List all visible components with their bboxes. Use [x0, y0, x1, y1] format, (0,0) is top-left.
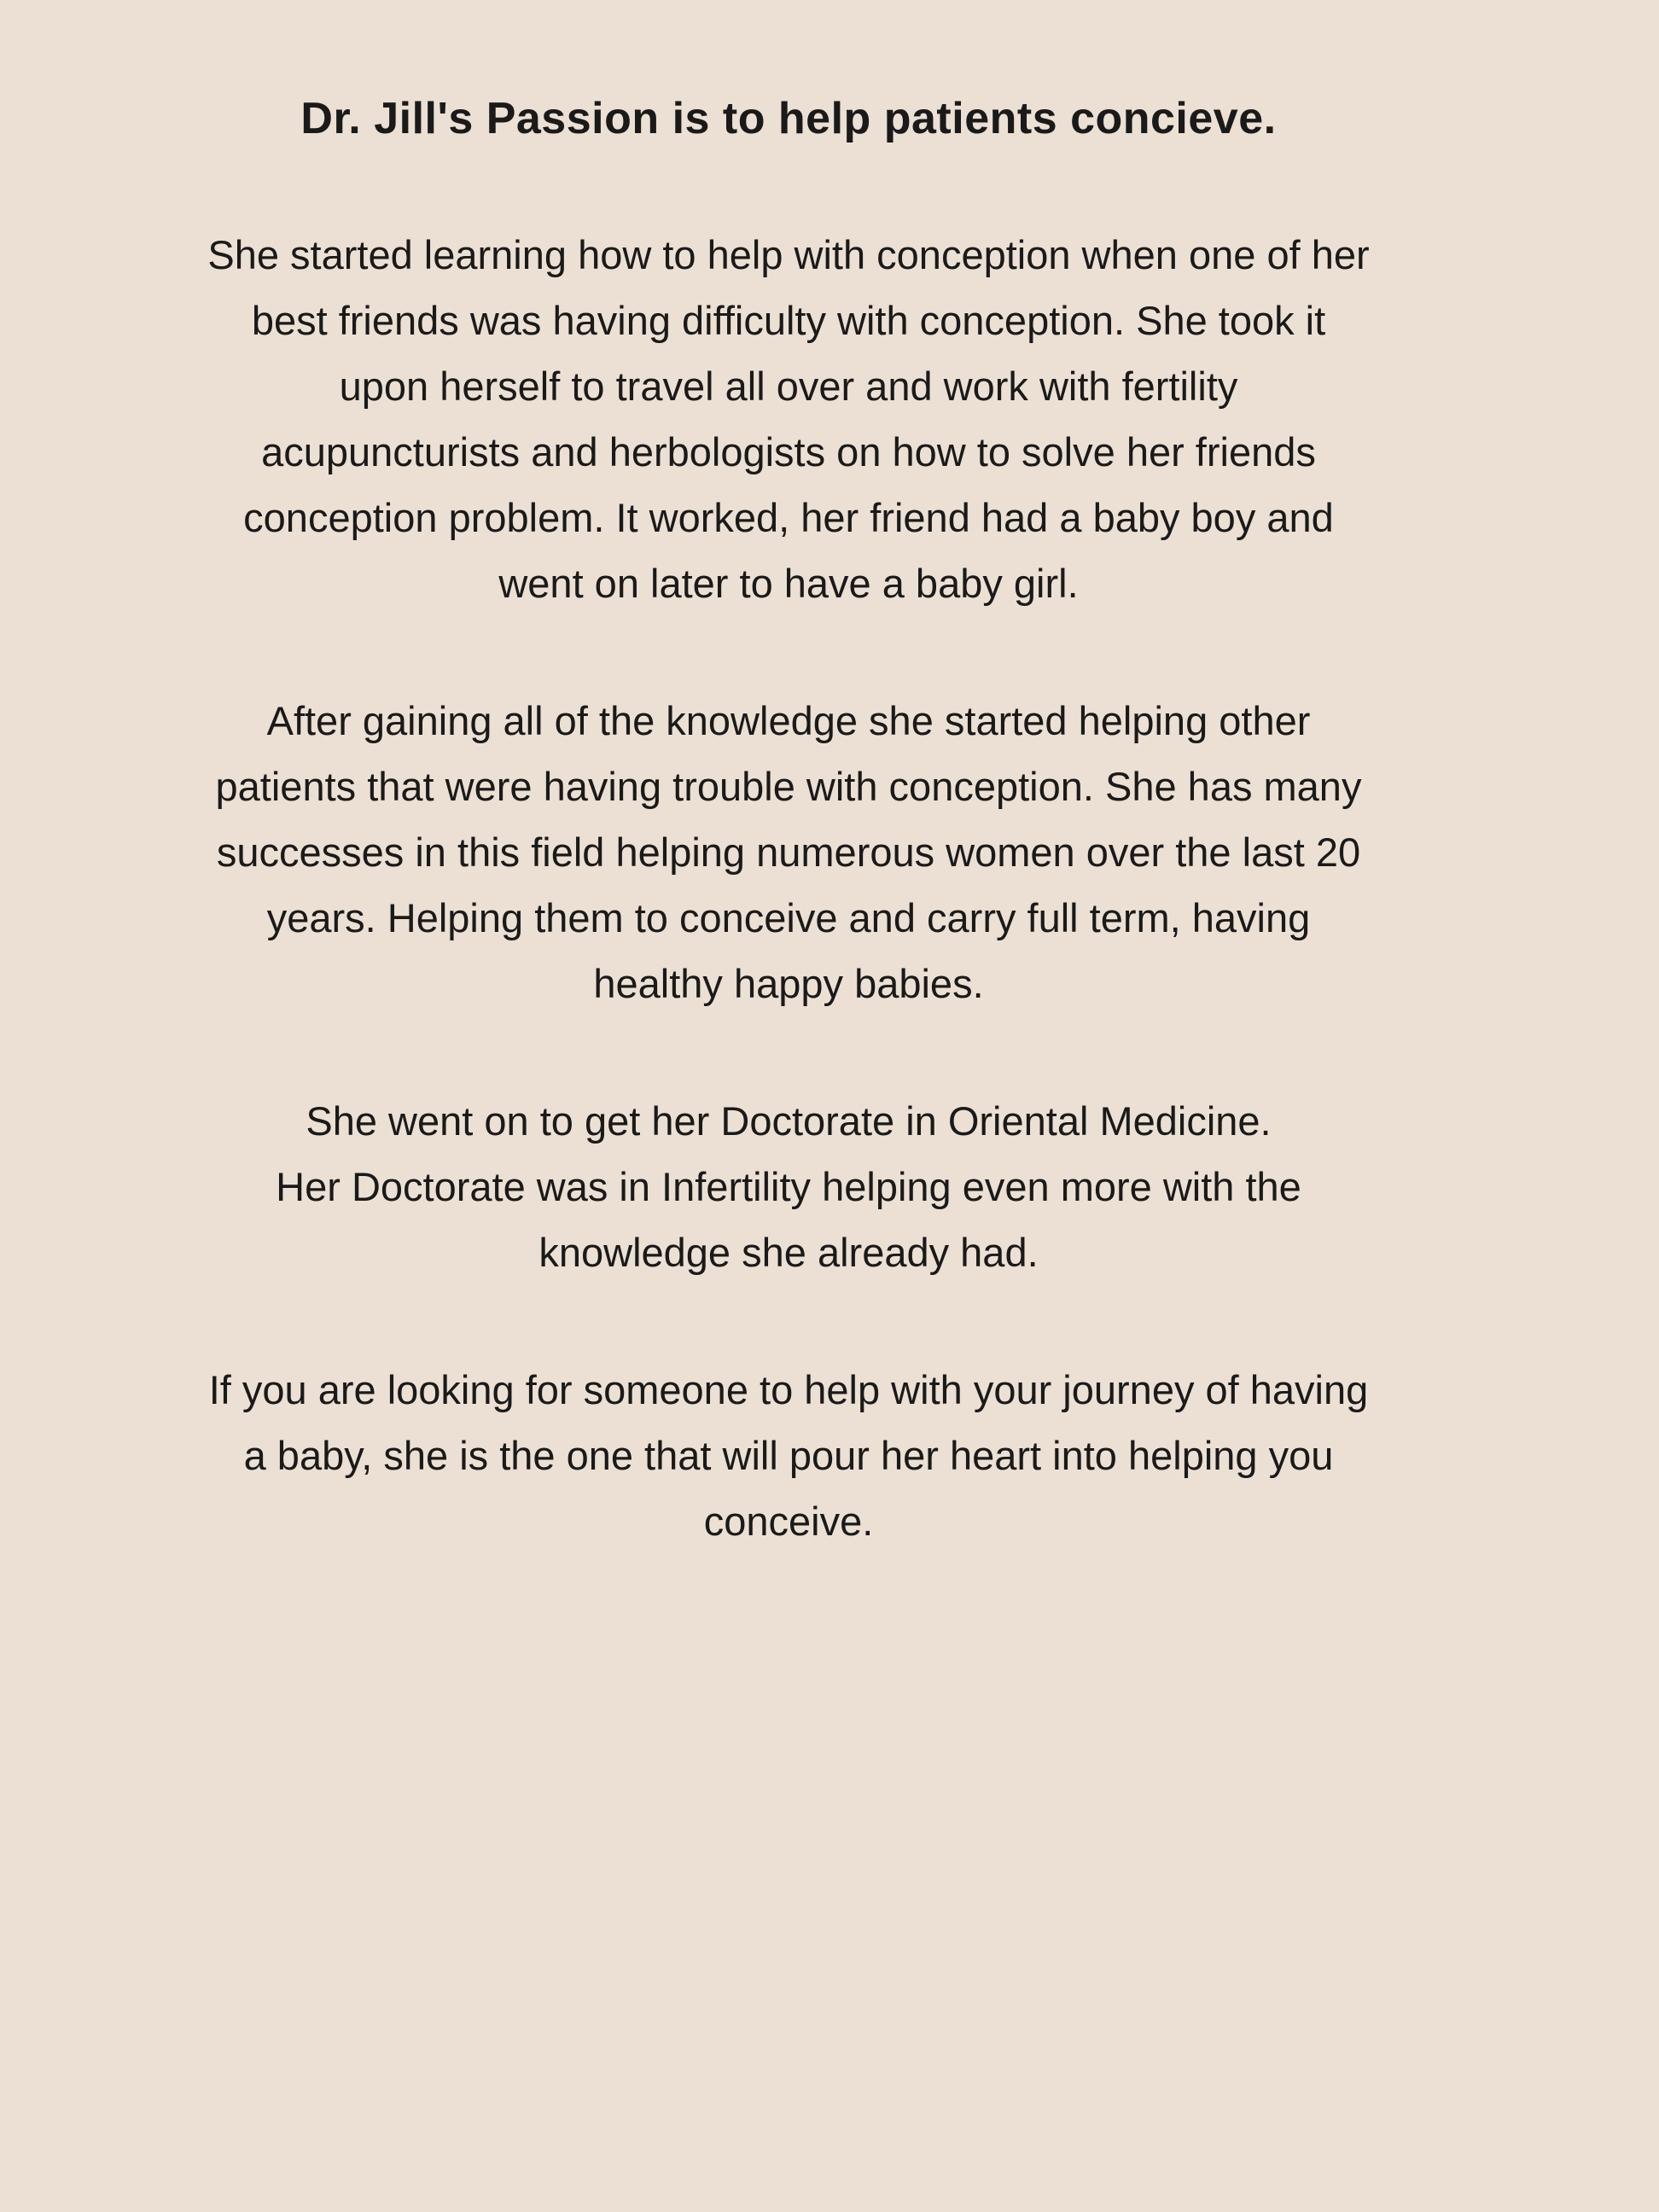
page-title: Dr. Jill's Passion is to help patients concieve.: [300, 94, 1277, 143]
paragraph-1: She started learning how to help with conception when one of her best friends was having difficulty with conception. She took it upon herself to travel all over and work with fertility acupuncturists and herbologists on how to solve her friends conception problem. It worked, her friend had a baby boy and went on later to have a baby girl.: [207, 232, 1370, 606]
paragraph-3: She went on to get her Doctorate in Oriental Medicine. Her Doctorate was in Infertility helping even more with the knowledge she already had.: [276, 1098, 1301, 1275]
body-text: [0, 222, 1577, 1554]
paragraph-4: If you are looking for someone to help with your journey of having a baby, she is the one that will pour her heart into helping you conceive.: [208, 1367, 1369, 1544]
paragraph-2: After gaining all of the knowledge she started helping other patients that were having trouble with conception. She has many successes in this field helping numerous women over the last 20 years. Helping them to conceive and carry full term, having healthy happy babies.: [215, 698, 1362, 1006]
